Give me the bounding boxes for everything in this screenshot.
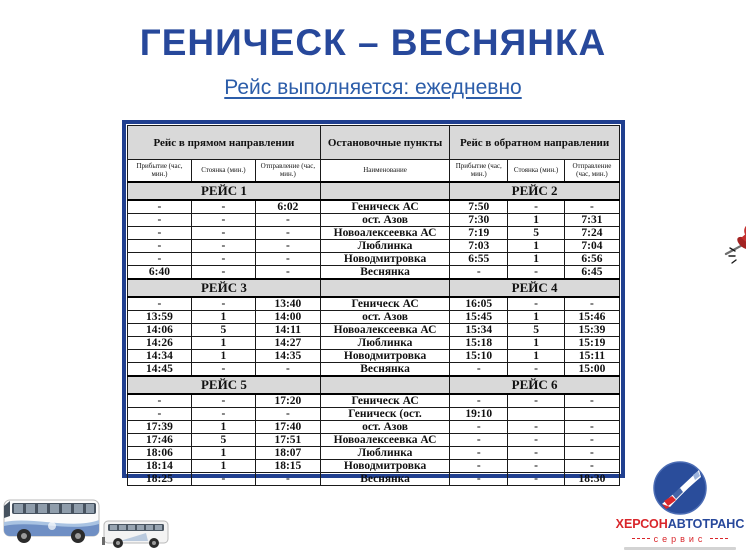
backward-time-cell: 15:18 [450,336,508,349]
backward-time-cell: 7:19 [450,226,508,239]
schedule-row [128,362,620,376]
stop-name-cell: Новодмитровка [320,252,449,265]
forward-time-cell: 18:25 [128,472,192,485]
stop-name-cell: Новодмитровка [320,349,449,362]
backward-time-cell: 15:10 [450,349,508,362]
forward-time-cell: 17:39 [128,420,192,433]
forward-time-cell: 1 [191,446,255,459]
forward-time-cell: 14:35 [255,349,320,362]
forward-time-cell: - [191,239,255,252]
schedule-row [128,336,620,349]
stops-header: Остановочные пункты [320,126,449,160]
forward-time-cell: 17:51 [255,433,320,446]
forward-time-cell: 17:46 [128,433,192,446]
page-title: ГЕНИЧЕСК – ВЕСНЯНКА [139,22,607,63]
backward-time-cell: - [450,265,508,279]
trip-label-backward: РЕЙС 4 [450,279,620,297]
forward-time-cell: - [191,407,255,420]
forward-time-cell: 1 [191,310,255,323]
backward-time-cell: 1 [508,239,565,252]
backward-time-cell: 5 [508,323,565,336]
backward-time-cell: - [450,459,508,472]
backward-time-cell: 15:46 [564,310,619,323]
backward-time-cell: 7:30 [450,213,508,226]
schedule-row [128,297,620,311]
backward-time-cell: - [508,446,565,459]
forward-time-cell: 14:06 [128,323,192,336]
backward-time-cell: - [508,472,565,485]
forward-time-cell: 14:26 [128,336,192,349]
backward-time-cell: - [564,200,619,214]
stop-name-cell: Новоалексеевка АС [320,433,449,446]
forward-time-cell: - [255,265,320,279]
backward-time-cell: 7:31 [564,213,619,226]
forward-time-cell: 1 [191,349,255,362]
trip-label-backward: РЕЙС 6 [450,376,620,394]
trip-header-row [128,279,620,297]
forward-time-cell: - [128,297,192,311]
schedule-row [128,349,620,362]
trip-header-row [128,182,620,200]
forward-time-cell: - [191,226,255,239]
logo-service-line [614,534,746,544]
stop-name-cell: Геническ АС [320,394,449,408]
forward-time-cell: 18:14 [128,459,192,472]
subheader-row [128,160,620,182]
backward-time-cell: - [508,265,565,279]
backward-time-cell: - [564,297,619,311]
backward-time-cell: - [508,200,565,214]
forward-time-cell: 1 [191,459,255,472]
backward-time-cell: - [508,297,565,311]
forward-time-cell: - [255,407,320,420]
forward-time-cell: 17:20 [255,394,320,408]
schedule-row [128,239,620,252]
backward-time-cell: 15:00 [564,362,619,376]
backward-time-cell: 1 [508,336,565,349]
forward-time-cell: - [191,394,255,408]
trip-spacer [320,376,449,394]
page-subtitle: Рейс выполняется: ежедневно [224,76,522,99]
forward-time-cell: - [255,252,320,265]
backward-time-cell: - [508,394,565,408]
forward-time-cell: 6:40 [128,265,192,279]
backward-time-cell: - [508,420,565,433]
forward-time-cell: - [255,362,320,376]
backward-time-cell: - [564,459,619,472]
backward-time-cell: - [450,420,508,433]
schedule-row [128,433,620,446]
schedule-row [128,323,620,336]
stop-name-cell: ост. Азов [320,310,449,323]
logo-caption-text [624,547,736,550]
backward-time-cell: - [450,394,508,408]
forward-departure-header: Отправление (час, мин.) [255,160,320,182]
backward-time-cell: - [450,472,508,485]
backward-arrival-header: Прибытие (час, мин.) [450,160,508,182]
forward-time-cell: 14:45 [128,362,192,376]
stop-name-cell: ост. Азов [320,213,449,226]
backward-time-cell: - [450,433,508,446]
forward-time-cell: - [191,362,255,376]
backward-time-cell: 15:39 [564,323,619,336]
backward-time-cell: 1 [508,349,565,362]
stop-name-cell: Веснянка [320,265,449,279]
forward-direction-header: Рейс в прямом направлении [128,126,321,160]
forward-time-cell: 5 [191,433,255,446]
backward-departure-header: Отправление (час, мин.) [564,160,619,182]
backward-time-cell: 7:03 [450,239,508,252]
backward-stopover-header: Стоянка (мин.) [508,160,565,182]
trip-label-forward: РЕЙС 5 [128,376,321,394]
backward-time-cell: 15:19 [564,336,619,349]
forward-time-cell: - [191,265,255,279]
trip-label-forward: РЕЙС 3 [128,279,321,297]
backward-time-cell: 5 [508,226,565,239]
schedule-table [122,120,625,485]
schedule-grid [127,125,620,486]
stop-name-cell: Геническ АС [320,297,449,311]
forward-time-cell: 18:15 [255,459,320,472]
backward-time-cell: 6:45 [564,265,619,279]
trip-spacer [320,279,449,297]
forward-time-cell: - [191,472,255,485]
schedule-row [128,226,620,239]
forward-time-cell: - [191,213,255,226]
schedule-row [128,200,620,214]
backward-time-cell [564,407,619,420]
forward-time-cell: 18:07 [255,446,320,459]
backward-time-cell: - [508,362,565,376]
stop-name-cell: Новодмитровка [320,459,449,472]
forward-time-cell: - [128,226,192,239]
forward-time-cell: 6:02 [255,200,320,214]
forward-time-cell: - [255,226,320,239]
backward-time-cell: 18:30 [564,472,619,485]
backward-time-cell: - [564,433,619,446]
logo-road-circle-icon [652,460,708,516]
forward-time-cell: - [128,213,192,226]
forward-time-cell: 1 [191,336,255,349]
backward-time-cell: 1 [508,213,565,226]
schedule-body [128,182,620,486]
stop-name-header: Наименование [320,160,449,182]
backward-time-cell: - [564,446,619,459]
trip-header-row [128,376,620,394]
forward-time-cell: - [128,407,192,420]
stop-name-cell: Геническ АС [320,200,449,214]
service-dash-left [632,538,650,539]
backward-time-cell: - [450,362,508,376]
forward-time-cell: 14:34 [128,349,192,362]
service-dash-right [710,538,728,539]
backward-time-cell: - [508,459,565,472]
stop-name-cell: Люблинка [320,446,449,459]
trip-spacer [320,182,449,200]
schedule-head [128,126,620,182]
forward-time-cell: 14:27 [255,336,320,349]
backward-time-cell: 6:55 [450,252,508,265]
trip-label-forward: РЕЙС 1 [128,182,321,200]
backward-time-cell: 7:50 [450,200,508,214]
forward-time-cell: - [255,239,320,252]
forward-time-cell: 1 [191,420,255,433]
forward-time-cell: 13:59 [128,310,192,323]
logo-brand-text [614,518,746,532]
schedule-row [128,213,620,226]
backward-time-cell: - [508,433,565,446]
logo-service-text: сервис [653,533,707,544]
schedule-row [128,310,620,323]
stop-name-cell: Люблинка [320,336,449,349]
backward-time-cell: 6:56 [564,252,619,265]
stop-name-cell: Люблинка [320,239,449,252]
logo-brand-red: ХЕРСОН [615,517,668,531]
forward-time-cell: 14:11 [255,323,320,336]
forward-time-cell: - [255,213,320,226]
backward-time-cell: 7:24 [564,226,619,239]
backward-direction-header: Рейс в обратном направлении [450,126,620,160]
backward-time-cell: - [450,446,508,459]
forward-time-cell: 18:06 [128,446,192,459]
schedule-row [128,446,620,459]
schedule-row [128,407,620,420]
backward-time-cell: 16:05 [450,297,508,311]
logo-brand-blue: АВТОТРАНС [667,517,745,531]
forward-time-cell: 14:00 [255,310,320,323]
forward-time-cell: 5 [191,323,255,336]
backward-time-cell: - [564,394,619,408]
forward-time-cell: - [191,200,255,214]
forward-arrival-header: Прибытие (час, мин.) [128,160,192,182]
forward-time-cell: - [128,252,192,265]
backward-time-cell: 15:45 [450,310,508,323]
small-bus-icon [100,515,172,551]
stop-name-cell: Новоалексеевка АС [320,323,449,336]
backward-time-cell: 1 [508,310,565,323]
forward-time-cell: - [128,200,192,214]
backward-time-cell: 7:04 [564,239,619,252]
backward-time-cell: 1 [508,252,565,265]
company-logo [614,460,746,550]
schedule-row [128,265,620,279]
trip-label-backward: РЕЙС 2 [450,182,620,200]
backward-time-cell [508,407,565,420]
forward-time-cell: 13:40 [255,297,320,311]
stop-name-cell: Веснянка [320,362,449,376]
forward-time-cell: 17:40 [255,420,320,433]
schedule-row [128,472,620,485]
schedule-row [128,459,620,472]
stop-name-cell: Новоалексеевка АС [320,226,449,239]
forward-time-cell: - [191,252,255,265]
forward-time-cell: - [191,297,255,311]
forward-stopover-header: Стоянка (мин.) [191,160,255,182]
direction-header-row [128,126,620,160]
backward-time-cell: 15:11 [564,349,619,362]
schedule-row [128,394,620,408]
backward-time-cell: 15:34 [450,323,508,336]
pushpin-icon [717,218,746,272]
stop-name-cell: Веснянка [320,472,449,485]
schedule-row [128,252,620,265]
backward-time-cell: 19:10 [450,407,508,420]
schedule-row [128,420,620,433]
backward-time-cell: - [564,420,619,433]
stop-name-cell: ост. Азов [320,420,449,433]
coach-bus-icon [2,486,102,548]
forward-time-cell: - [128,239,192,252]
forward-time-cell: - [128,394,192,408]
stop-name-cell: Геническ (ост. [320,407,449,420]
forward-time-cell: - [255,472,320,485]
